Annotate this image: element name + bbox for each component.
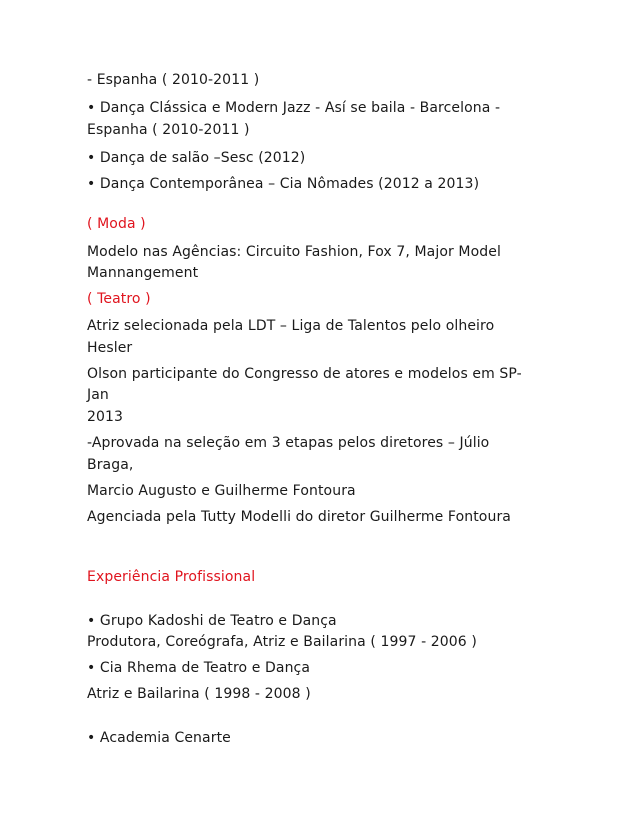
text-line: Atriz e Bailarina ( 1998 - 2008 ) bbox=[87, 686, 311, 702]
section-heading-teatro: ( Teatro ) bbox=[87, 291, 151, 307]
bullet-item: • Dança Contemporânea – Cia Nômades (2012 a 2013) bbox=[87, 176, 480, 192]
text-line: Marcio Augusto e Guilherme Fontoura bbox=[87, 483, 356, 499]
section-heading-experiencia: Experiência Profissional bbox=[87, 569, 256, 585]
text-line: Jan bbox=[87, 387, 109, 403]
text-line: Produtora, Coreógrafa, Atriz e Bailarina ( 1997 - 2006 ) bbox=[87, 634, 477, 650]
text-line: Espanha ( 2010-2011 ) bbox=[87, 122, 250, 138]
text-line: Atriz selecionada pela LDT – Liga de Talentos pelo olheiro bbox=[87, 318, 495, 334]
bullet-item: • Grupo Kadoshi de Teatro e Dança bbox=[87, 613, 337, 629]
bullet-item: • Academia Cenarte bbox=[87, 730, 231, 746]
bullet-item: • Cia Rhema de Teatro e Dança bbox=[87, 660, 311, 676]
text-line: Mannangement bbox=[87, 265, 199, 281]
text-line: -Aprovada na seleção em 3 etapas pelos diretores – Júlio bbox=[87, 435, 490, 451]
text-line: Braga, bbox=[87, 457, 134, 473]
bullet-item: • Dança Clássica e Modern Jazz - Así se baila - Barcelona - bbox=[87, 100, 501, 116]
text-line: Hesler bbox=[87, 340, 133, 356]
bullet-item: • Dança de salão –Sesc (2012) bbox=[87, 150, 306, 166]
text-line: 2013 bbox=[87, 409, 124, 425]
text-line: - Espanha ( 2010-2011 ) bbox=[87, 72, 260, 88]
section-heading-moda: ( Moda ) bbox=[87, 216, 146, 232]
text-line: Olson participante do Congresso de atores e modelos em SP- bbox=[87, 366, 522, 382]
text-line: Modelo nas Agências: Circuito Fashion, Fox 7, Major Model bbox=[87, 244, 501, 260]
text-line: Agenciada pela Tutty Modelli do diretor Guilherme Fontoura bbox=[87, 509, 511, 525]
